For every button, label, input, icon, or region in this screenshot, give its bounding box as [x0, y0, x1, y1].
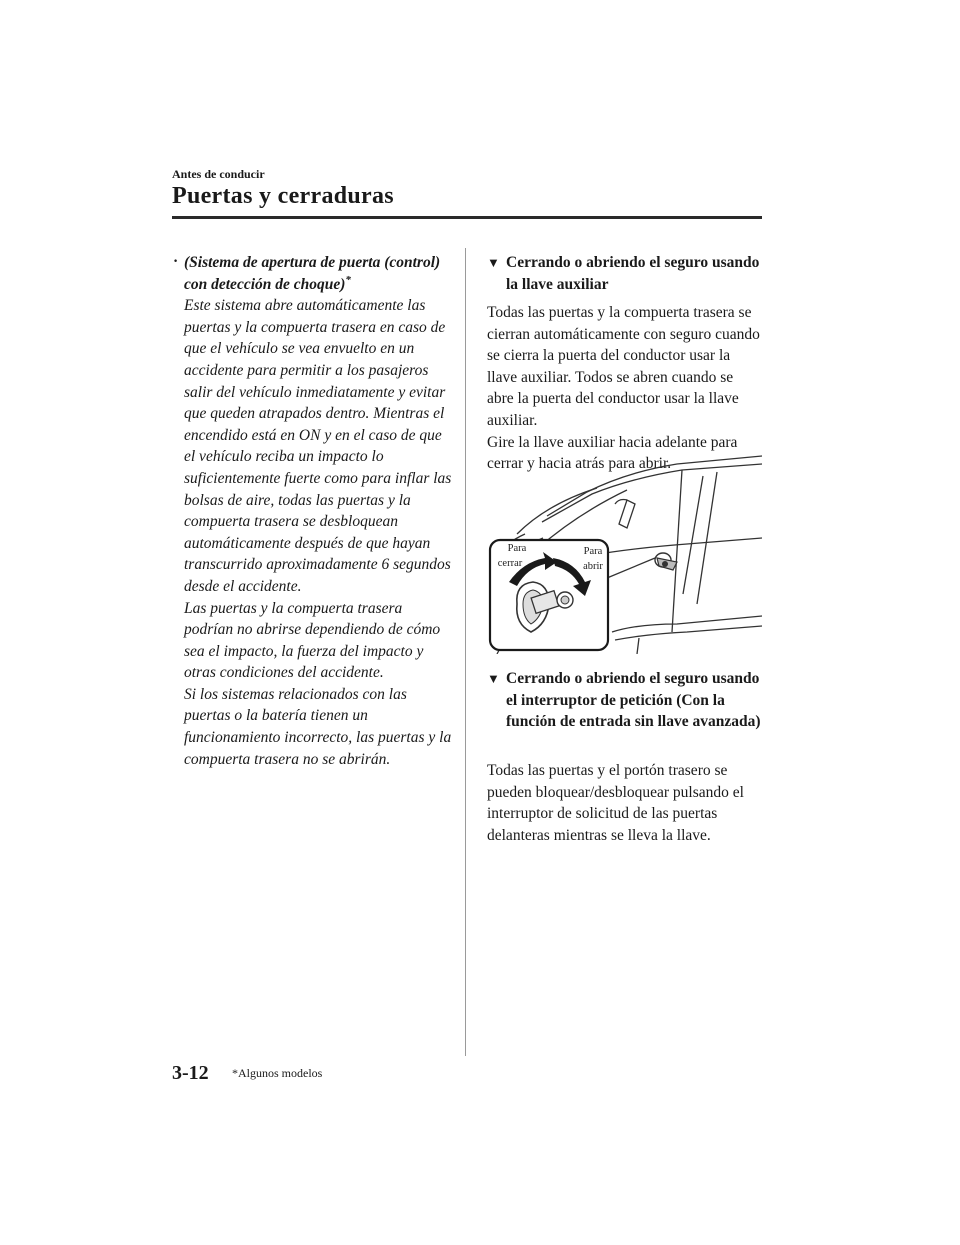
- request-switch-body: Todas las puertas y el portón trasero se pueden bloquear/desbloquear pulsando el interruptor de solicitud de las puertas delanteras mientras se lleva la llave.: [487, 762, 744, 844]
- label-open-line1: Para: [583, 546, 603, 557]
- section-label: Antes de conducir: [172, 167, 265, 181]
- bullet-heading: [172, 252, 452, 295]
- aux-key-heading-text: Cerrando o abriendo el seguro usando la llave auxiliar: [506, 254, 760, 293]
- footnote-note: *Algunos modelos: [232, 1066, 323, 1080]
- footnote-marker: *: [345, 273, 351, 286]
- bullet-body: Este sistema abre automáticamente las puertas y la compuerta trasera en caso de que el vehículo se vea envuelto en un accidente para permitir a los pasajeros salir del vehículo inmediatamente y evitar que queden atrapados dentro. Mientras el encendido está en ON y en el caso de que el vehículo reciba un impacto lo suficientemente fuerte como para inflar las bolsas de aire, todas las puertas y la compuerta trasera se desbloquean automáticamente después de que hayan transcurrido aproximadamente 6 segundos desde el accidente.: [184, 297, 452, 595]
- label-open-line2: abrir: [583, 561, 603, 572]
- request-switch-heading: [487, 668, 762, 733]
- page-number: 3-12: [172, 1062, 209, 1084]
- crash-unlock-bullet: [172, 252, 452, 770]
- triangle-down-icon: ▼: [487, 671, 500, 686]
- aux-key-body: Todas las puertas y la compuerta trasera se cierran automáticamente con seguro cuando se cierra la puerta del conductor usar la llave auxiliar. Todos se abren cuando se abre la puerta del conductor usar la llave auxiliar.: [487, 304, 760, 429]
- bullet-body-2: Las puertas y la compuerta trasera podrían no abrirse dependiendo de cómo sea el impacto, la fuerza del impacto y otras condiciones del accidente.: [184, 599, 441, 682]
- label-close-line1: Para: [507, 543, 527, 554]
- bullet-heading-text: (Sistema de apertura de puerta (control) con detección de choque): [184, 254, 441, 293]
- bullet-body-3: Si los sistemas relacionados con las puertas o la batería tienen un funcionamiento incorrecto, las puertas y la compuerta trasera no se abrirán.: [184, 685, 452, 768]
- aux-key-heading: [487, 252, 762, 295]
- aux-key-figure: [487, 454, 762, 654]
- bullet-dot-icon: ·: [173, 253, 179, 270]
- label-close-line2: cerrar: [497, 558, 523, 569]
- chapter-title: Puertas y cerraduras: [172, 183, 394, 209]
- aux-key-body-2: Gire la llave auxiliar hacia adelante para cerrar y hacia atrás para abrir.: [487, 433, 738, 473]
- door-handle-icon: [655, 553, 677, 570]
- aux-key-paragraph: [487, 302, 762, 475]
- callout-line: [607, 558, 655, 578]
- column-divider: [465, 248, 466, 1056]
- request-switch-heading-text: Cerrando o abriendo el seguro usando el interruptor de petición (Con la función de entrada sin llave avanzada): [506, 670, 761, 731]
- header-rule: [172, 216, 762, 219]
- triangle-down-icon: ▼: [487, 255, 500, 270]
